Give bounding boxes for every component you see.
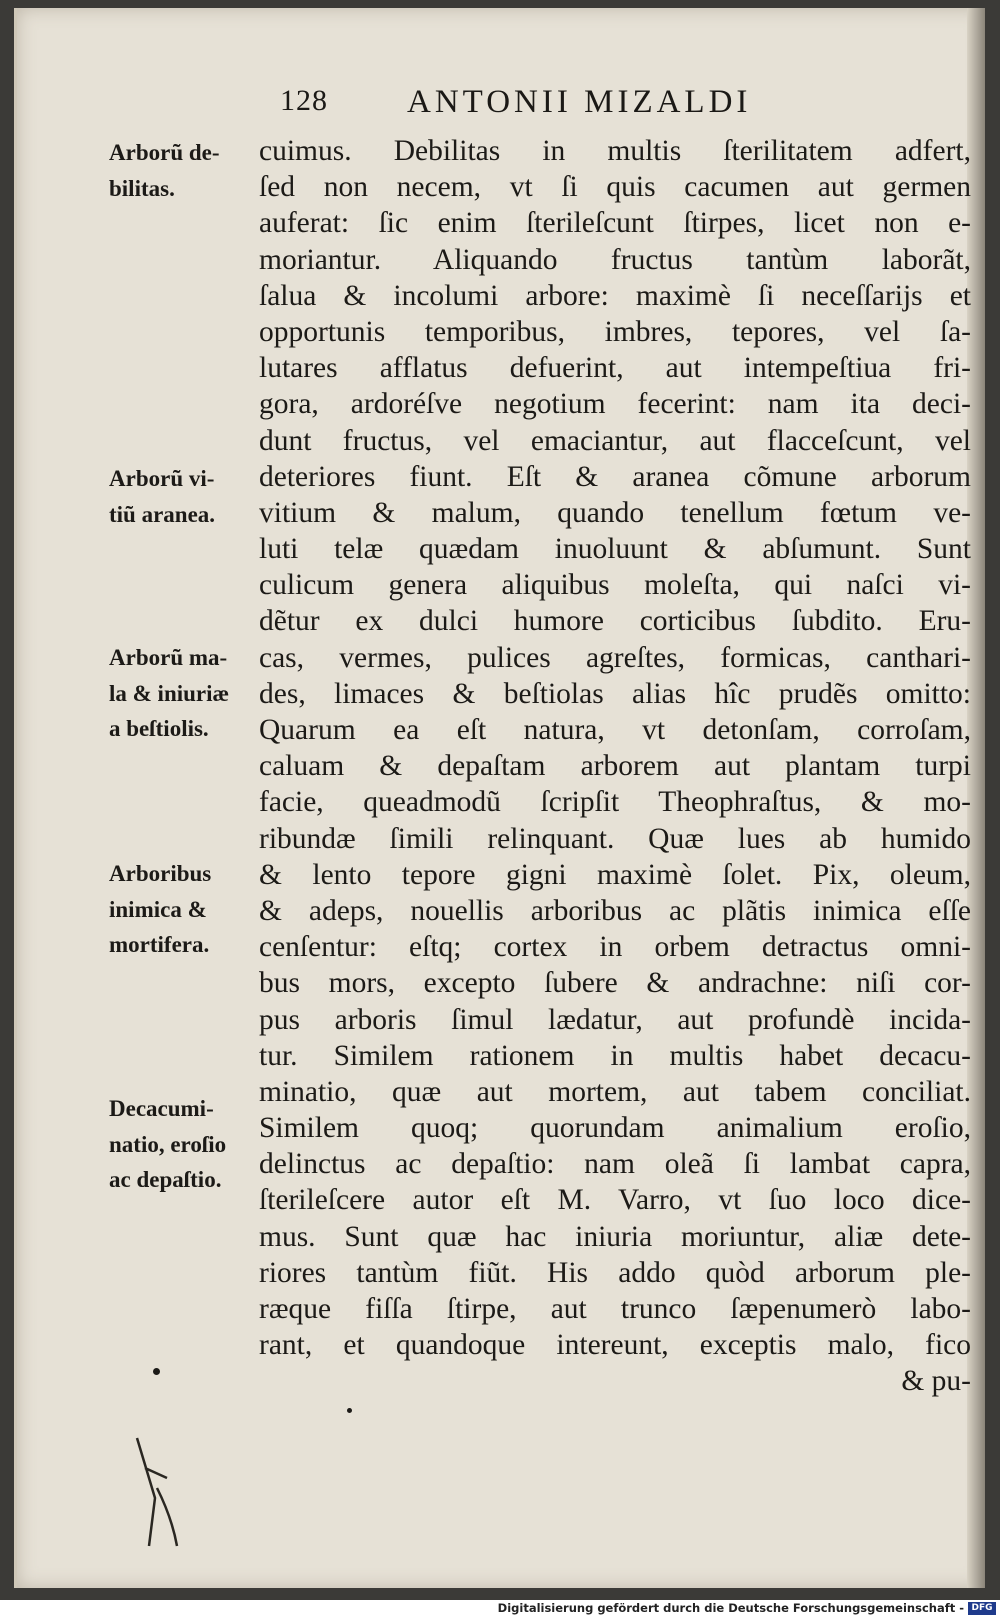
- text-line: moriantur. Aliquando fructus tantùm laborãt,: [259, 243, 971, 276]
- text-line: ſalua & incolumi arbore: maximè ſi neceſſarijs et: [259, 279, 971, 312]
- margin-note-line: Decacumi-: [109, 1096, 214, 1121]
- text-line: dunt fructus, vel emaciantur, aut flacceſcunt, vel: [259, 424, 971, 457]
- margin-note-line: mortifera.: [109, 932, 210, 957]
- margin-note-line: la & iniuriæ: [109, 680, 230, 706]
- text-line: tur. Similem rationem in multis habet decacu-: [259, 1039, 971, 1072]
- thread-stain: [127, 1428, 187, 1548]
- margin-note-line: Arborũ ma-: [109, 645, 228, 670]
- text-line: caluam & depaſtam arborem aut plantam turpi: [259, 750, 971, 783]
- text-line: opportunis temporibus, imbres, tepores, vel ſa-: [259, 315, 971, 348]
- text-line: vitium & malum, quando tenellum fœtum ve-: [259, 496, 971, 529]
- margin-note-line: Arboribus: [109, 861, 212, 886]
- text-line: cuimus. Debilitas in multis ſterilitatem adfert,: [259, 135, 971, 167]
- text-line: ſterileſcere autor eſt M. Varro, vt ſuo loco dice-: [259, 1184, 971, 1217]
- book-page: [14, 8, 985, 1588]
- text-line: delinctus ac depaſtio: nam oleã ſi lambat capra,: [259, 1148, 971, 1181]
- text-line: ſed non necem, vt ſi quis cacumen aut germen: [259, 171, 971, 204]
- text-line: Quarum ea eſt natura, vt detonſam, corroſam,: [259, 714, 971, 746]
- ink-mark: [153, 1368, 160, 1375]
- ink-mark: [347, 1408, 352, 1413]
- text-line: deteriores fiunt. Eſt & aranea cõmune arborum: [259, 460, 971, 493]
- text-line: lutares afflatus defuerint, aut intempeſtiua fri-: [259, 352, 971, 385]
- text-line: cas, vermes, pulices agreſtes, formicas, canthari-: [259, 641, 971, 674]
- text-line: luti telæ quædam inuoluunt & abſumunt. Sunt: [259, 533, 971, 566]
- text-line: & adeps, nouellis arboribus ac plãtis inimica eſſe: [259, 894, 971, 927]
- margin-note-debilitas: [109, 135, 220, 206]
- footer-bar: [0, 1600, 1000, 1618]
- text-line: culicum genera aliquibus moleſta, qui naſci vi-: [259, 569, 971, 602]
- margin-note-line: Arborũ vi-: [109, 466, 215, 491]
- text-line: auferat: ſic enim ſterileſcunt ſtirpes, licet non e-: [259, 207, 971, 240]
- text-line: des, limaces & beſtiolas alias hîc prudẽs omitto:: [259, 677, 971, 710]
- text-line: rant, et quandoque intereunt, exceptis malo, fico: [259, 1329, 971, 1362]
- text-line: bus mors, excepto ſubere & andrachne: niſi cor-: [259, 967, 971, 1000]
- text-line: gora, ardoréſve negotium fecerint: nam ita deci-: [259, 388, 971, 421]
- page-number: 128: [280, 84, 328, 117]
- text-line: minatio, quæ aut mortem, aut tabem conciliat.: [259, 1075, 971, 1108]
- margin-note-line: ac depaſtio.: [109, 1167, 222, 1192]
- text-line: cenſentur: eſtq; cortex in orbem detractus omni-: [259, 931, 971, 964]
- margin-notes: [109, 8, 284, 1588]
- running-title: ANTONII MIZALDI: [407, 84, 752, 120]
- margin-note-line: natio, eroſio: [109, 1131, 227, 1157]
- margin-note-mala: [109, 640, 229, 747]
- margin-note-aranea: [109, 461, 215, 532]
- text-line: ræque fiſſa ſtirpe, aut trunco ſæpenumerò labo-: [259, 1293, 971, 1325]
- text-line: ribundæ ſimili relinquant. Quæ lues ab humido: [259, 822, 971, 855]
- text-line: facie, queadmodũ ſcripſit Theophraſtus, & mo-: [259, 786, 971, 819]
- text-line: mus. Sunt quæ hac iniuria moriuntur, aliæ dete-: [259, 1220, 971, 1253]
- text-line: pus arboris ſimul lædatur, aut profundè incida-: [259, 1003, 971, 1036]
- body-text: [259, 133, 971, 1400]
- text-line: riores tantùm fiũt. His addo quòd arborum ple-: [259, 1256, 971, 1289]
- margin-note-line: bilitas.: [109, 175, 175, 201]
- margin-note-line: tiũ aranea.: [109, 501, 216, 527]
- text-line: & lento tepore gigni maximè ſolet. Pix, oleum,: [259, 858, 971, 891]
- margin-note-line: Arborũ de-: [109, 140, 220, 165]
- text-line: Similem quoq; quorundam animalium eroſio,: [259, 1112, 971, 1145]
- margin-note-line: a beſtiolis.: [109, 716, 209, 741]
- margin-note-line: inimica &: [109, 896, 207, 922]
- text-line: dẽtur ex dulci humore corticibus ſubdito. Eru-: [259, 605, 971, 638]
- margin-note-decacuminatio: [109, 1091, 226, 1198]
- text-line: & pu-: [901, 1365, 971, 1398]
- dfg-logo: DFG: [968, 1602, 996, 1615]
- footer-credit: Digitalisierung gefördert durch die Deutsche Forschungsgemeinschaft -: [497, 1601, 964, 1615]
- margin-note-inimica: [109, 856, 211, 963]
